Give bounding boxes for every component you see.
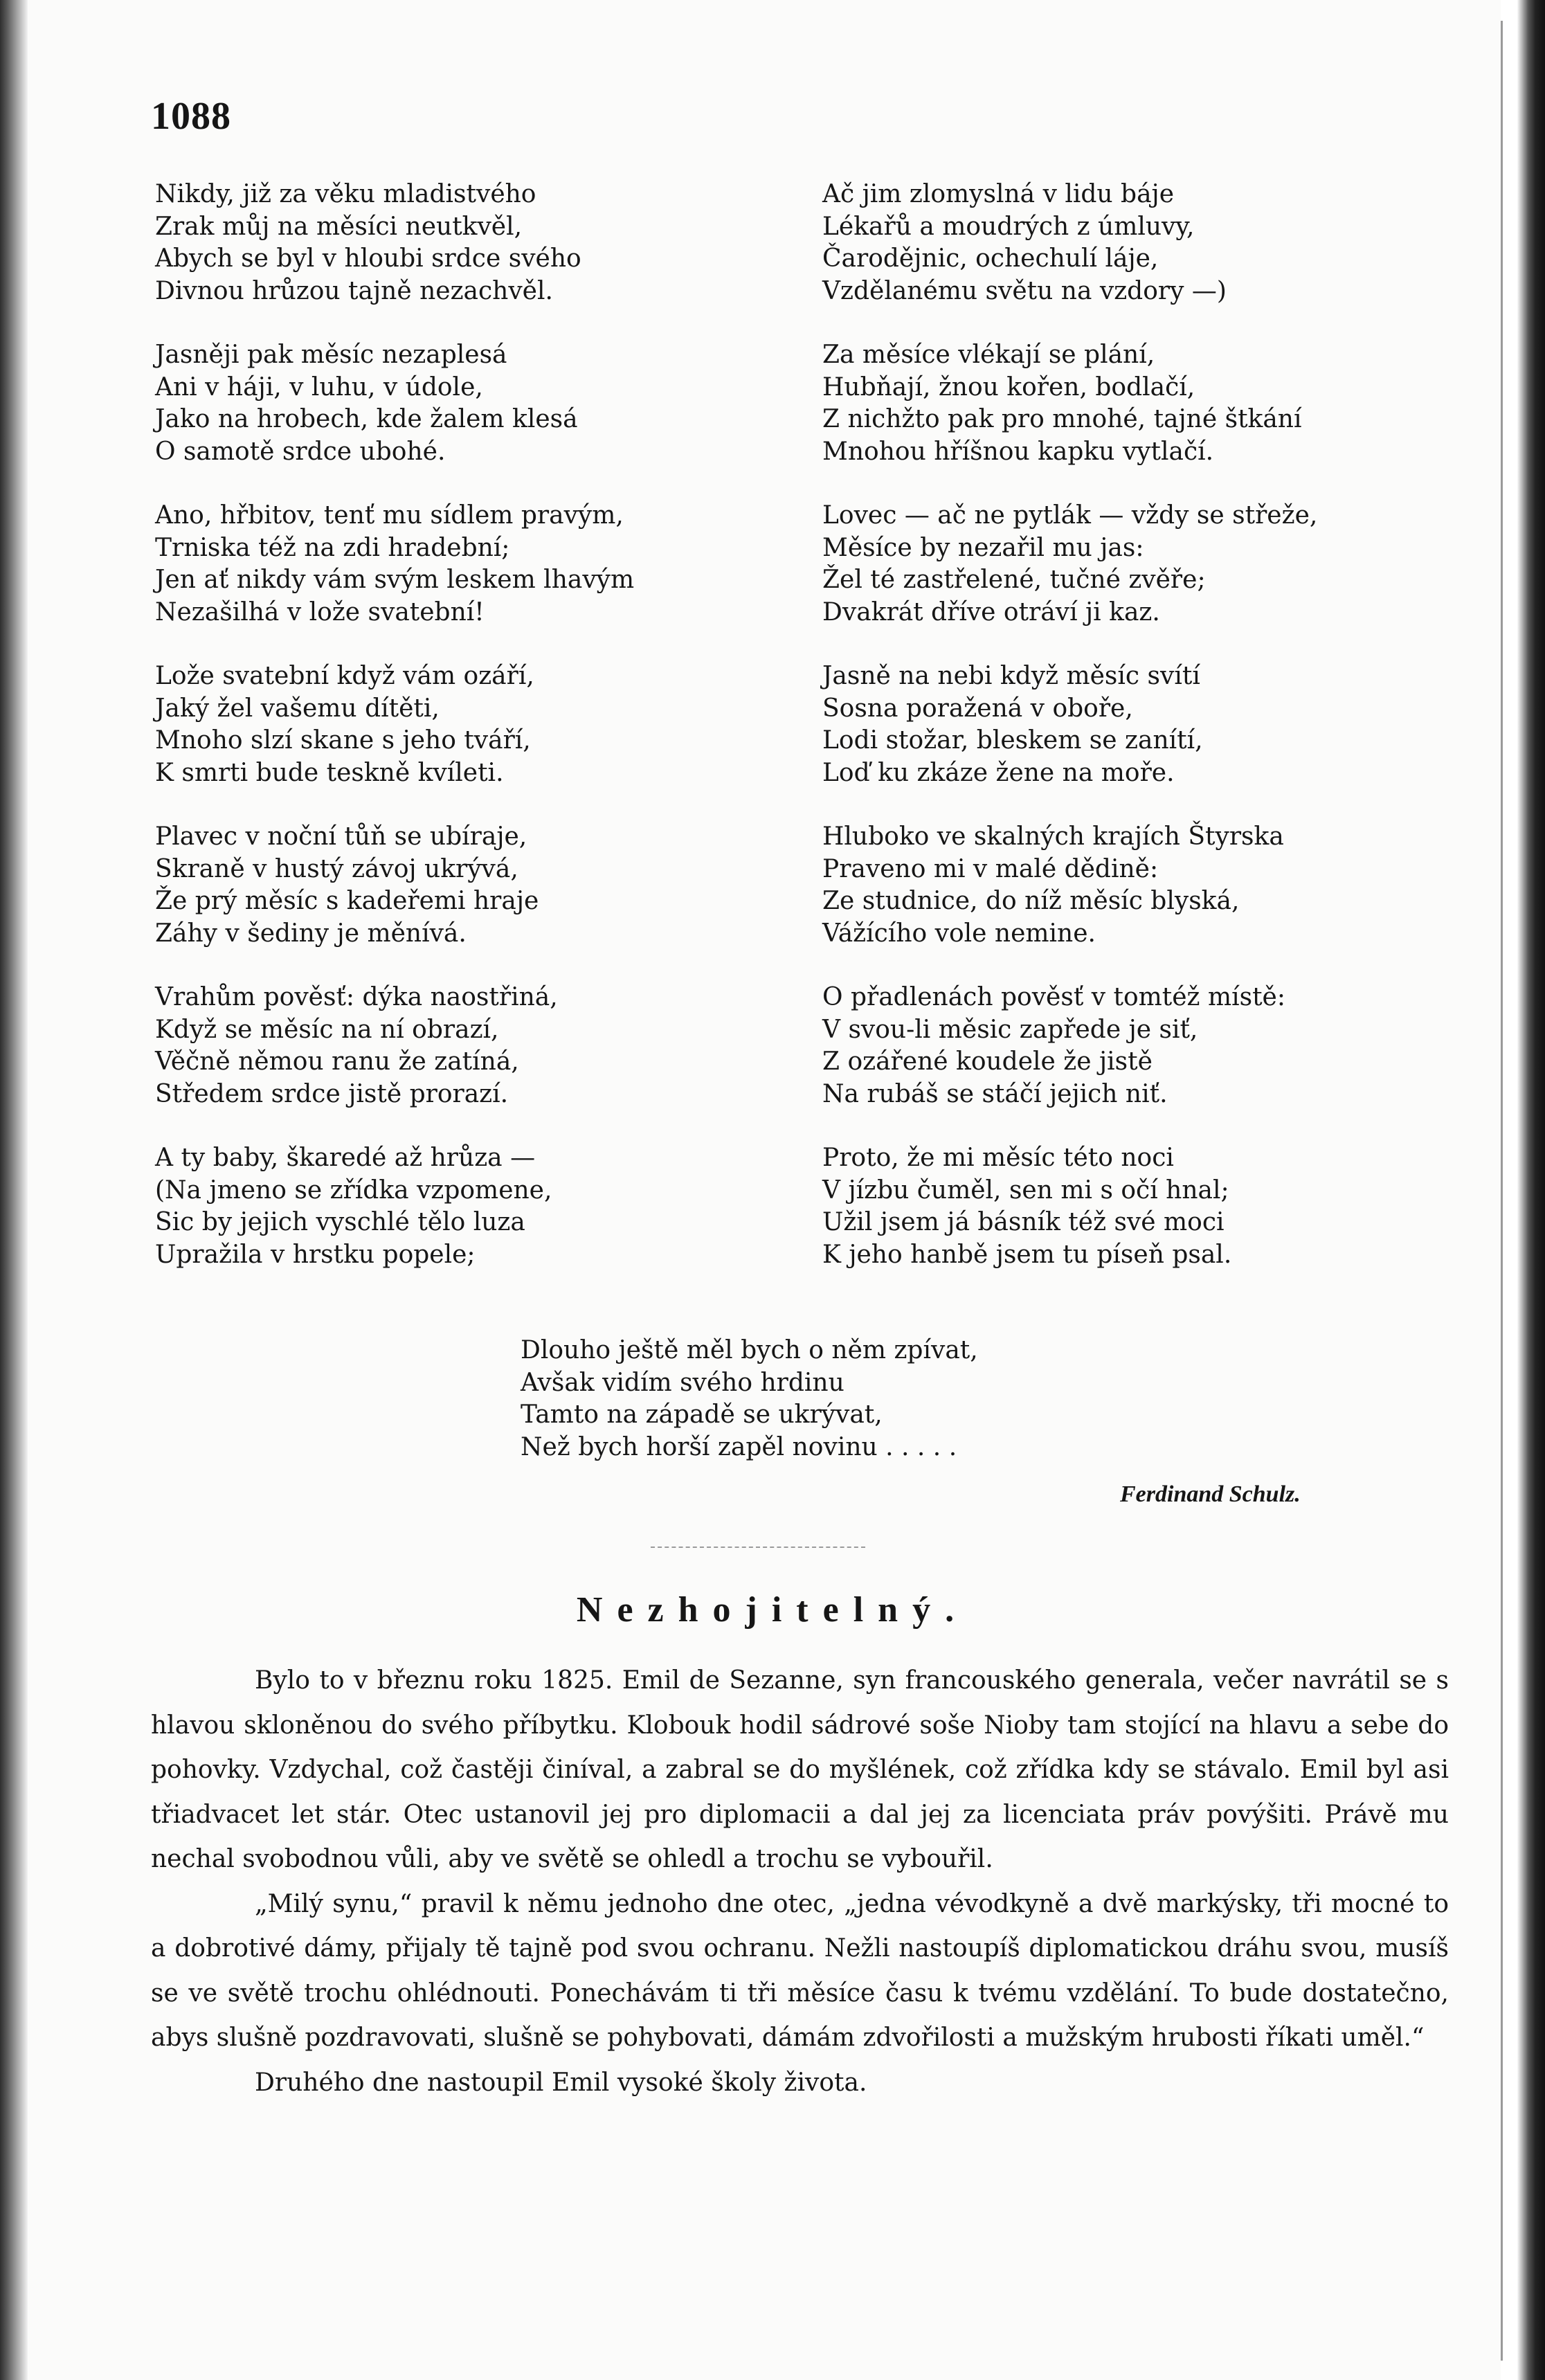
- verse-line: Vzdělanému světu na vzdory —): [822, 276, 1227, 305]
- verse-line: Lože svatební když vám ozáří,: [155, 662, 534, 690]
- page-number: 1088: [151, 95, 231, 138]
- verse-line: V svou-li měsic zapřede je siť,: [822, 1015, 1198, 1044]
- verse-line: Z nichžto pak pro mnohé, tajné štkání: [822, 405, 1302, 433]
- poem-final-stanza: [521, 1335, 978, 1463]
- verse-line: Jaký žel vašemu dítěti,: [155, 694, 440, 723]
- verse-line: Proto, že mi měsíc této noci: [822, 1144, 1174, 1172]
- verse-line: Čarodějnic, ochechulí láje,: [822, 244, 1159, 273]
- verse-line: (Na jmeno se zřídka vzpomene,: [155, 1175, 552, 1205]
- verse-line: Nezašilhá v lože svatební!: [155, 597, 485, 626]
- verse-line: Z ozářené koudele že jistě: [822, 1047, 1153, 1076]
- story-paragraph: „Milý synu,“ pravil k němu jednoho dne otec, „jedna vévodkyně a dvě markýsky, tři mocné to a dobrotivé dámy, přijaly tě tajně pod svou ochranu. Nežli nastoupíš diplomatickou dráhu svou, musíš se ve světě trochu ohlédnouti. Ponechávám ti tři měsíce času k tvému vzdělání. To bude dostatečno, abys slušně pozdravovati, slušně se pohybovati, dámám zdvořilosti a mužským hrubosti říkati uměl.“: [151, 1889, 1449, 2052]
- verse-line: Hubňají, žnou kořen, bodlačí,: [822, 372, 1195, 402]
- verse-line: Lékařů a moudrých z úmluvy,: [822, 212, 1195, 241]
- verse-line: Věčně němou ranu že zatíná,: [155, 1047, 519, 1076]
- verse-line: Divnou hrůzou tajně nezachvěl.: [155, 276, 553, 305]
- verse-line: Trniska též na zdi hradební;: [155, 533, 510, 562]
- story-title: Nezhojitelný.: [576, 1590, 969, 1630]
- story-body: [151, 1659, 1449, 2105]
- verse-line: Žel té zastřelené, tučné zvěře;: [822, 566, 1206, 594]
- verse-line: Upražila v hrstku popele;: [155, 1240, 476, 1269]
- verse-line: Mnohou hříšnou kapku vytlačí.: [822, 437, 1214, 466]
- stanza: [822, 179, 1317, 307]
- verse-line: Abych se byl v hloubi srdce svého: [155, 244, 581, 273]
- verse-line: Mnoho slzí skane s jeho tváří,: [155, 726, 531, 755]
- verse-line: K smrti bude teskně kvíleti.: [155, 758, 504, 787]
- verse-line: Nikdy, již za věku mladistvého: [155, 180, 536, 208]
- stanza: [155, 500, 634, 629]
- stanza: [822, 660, 1317, 789]
- verse-line: Na rubáš se stáčí jejich niť.: [822, 1079, 1168, 1108]
- verse-line: K jeho hanbě jsem tu píseň psal.: [822, 1240, 1232, 1269]
- verse-line: Ani v háji, v luhu, v údole,: [155, 372, 483, 402]
- page-edge-line: [1501, 21, 1503, 2361]
- stanza: [155, 821, 634, 950]
- verse-line: Sosna poražená v oboře,: [822, 694, 1133, 723]
- verse-line: Plavec v noční tůň se ubíraje,: [155, 822, 527, 851]
- verse-line: Avšak vidím svého hrdinu: [521, 1368, 844, 1397]
- verse-line: Záhy v šediny je měnívá.: [155, 919, 467, 948]
- verse-line: Jako na hrobech, kde žalem klesá: [155, 405, 578, 433]
- poem-left-column: [155, 179, 634, 1303]
- verse-line: Lodi stožar, bleskem se zanítí,: [822, 726, 1203, 755]
- verse-line: Jasně na nebi když měsíc svítí: [822, 662, 1200, 690]
- verse-line: O přadlenách pověsť v tomtéž místě:: [822, 983, 1285, 1011]
- section-divider: [651, 1547, 865, 1548]
- verse-line: Sic by jejich vyschlé tělo luza: [155, 1208, 525, 1236]
- scan-left-border: [0, 0, 28, 2380]
- stanza: [155, 339, 634, 468]
- verse-line: A ty baby, škaredé až hrůza —: [155, 1144, 536, 1172]
- scan-right-border: [1517, 0, 1545, 2380]
- story-paragraph: Druhého dne nastoupil Emil vysoké školy života.: [255, 2068, 867, 2097]
- verse-line: Měsíce by nezařil mu jas:: [822, 533, 1144, 562]
- story-paragraph: Bylo to v březnu roku 1825. Emil de Sezanne, syn francouského generala, večer navrátil se s hlavou skloněnou do svého příbytku. Klobouk hodil sádrové soše Nioby tam stojící na hlavu a sebe do pohovky. Vzdychal, což častěji činíval, a zabral se do myšlének, což zřídka kdy se stávalo. Emil byl asi třiadvacet let stár. Otec ustanovil jej pro diplomacii a dal jej za licenciata práv povýšiti. Právě mu nechal svobodnou vůli, aby ve světě se ohledl a trochu se vybouřil.: [151, 1666, 1449, 1873]
- verse-line: Za měsíce vlékají se plání,: [822, 341, 1155, 369]
- poem-right-column: [822, 179, 1317, 1303]
- stanza: [155, 179, 634, 307]
- verse-line: V jízbu čuměl, sen mi s očí hnal;: [822, 1175, 1229, 1205]
- verse-line: Dlouho ještě měl bych o něm zpívat,: [521, 1336, 978, 1364]
- verse-line: Než bych horší zapěl novinu . . . . .: [521, 1432, 957, 1461]
- stanza: [822, 1142, 1317, 1271]
- verse-line: O samotě srdce ubohé.: [155, 437, 446, 466]
- stanza: [822, 821, 1317, 950]
- stanza: [155, 1142, 634, 1271]
- verse-line: Loď ku zkáze žene na moře.: [822, 758, 1175, 787]
- verse-line: Vrahům pověsť: dýka naostřiná,: [155, 983, 558, 1011]
- verse-line: Hluboko ve skalných krajích Štyrska: [822, 822, 1284, 851]
- verse-line: Lovec — ač ne pytlák — vždy se střeže,: [822, 501, 1318, 530]
- verse-line: Jasněji pak měsíc nezaplesá: [155, 341, 507, 369]
- verse-line: Středem srdce jistě prorazí.: [155, 1079, 509, 1108]
- verse-line: Dvakrát dříve otráví ji kaz.: [822, 597, 1160, 626]
- verse-line: Jen ať nikdy vám svým leskem lhavým: [155, 566, 635, 594]
- stanza: [155, 982, 634, 1110]
- verse-line: Užil jsem já básník též své moci: [822, 1208, 1225, 1236]
- verse-line: Praveno mi v malé dědině:: [822, 854, 1159, 883]
- verse-line: Ano, hřbitov, tenť mu sídlem pravým,: [155, 501, 624, 530]
- verse-line: Že prý měsíc s kadeřemi hraje: [155, 887, 539, 915]
- verse-line: Skraně v hustý závoj ukrývá,: [155, 854, 518, 883]
- verse-line: Zrak můj na měsíci neutkvěl,: [155, 212, 523, 241]
- stanza: [822, 982, 1317, 1110]
- verse-line: Když se měsíc na ní obrazí,: [155, 1015, 499, 1044]
- stanza: [822, 500, 1317, 629]
- verse-line: Ač jim zlomyslná v lidu báje: [822, 180, 1175, 208]
- verse-line: Vážícího vole nemine.: [822, 919, 1096, 948]
- verse-line: Tamto na západě se ukrývat,: [521, 1400, 883, 1429]
- verse-line: Ze studnice, do níž měsíc blyská,: [822, 887, 1240, 915]
- stanza: [155, 660, 634, 789]
- stanza: [822, 339, 1317, 468]
- poem-author: Ferdinand Schulz.: [1120, 1481, 1301, 1507]
